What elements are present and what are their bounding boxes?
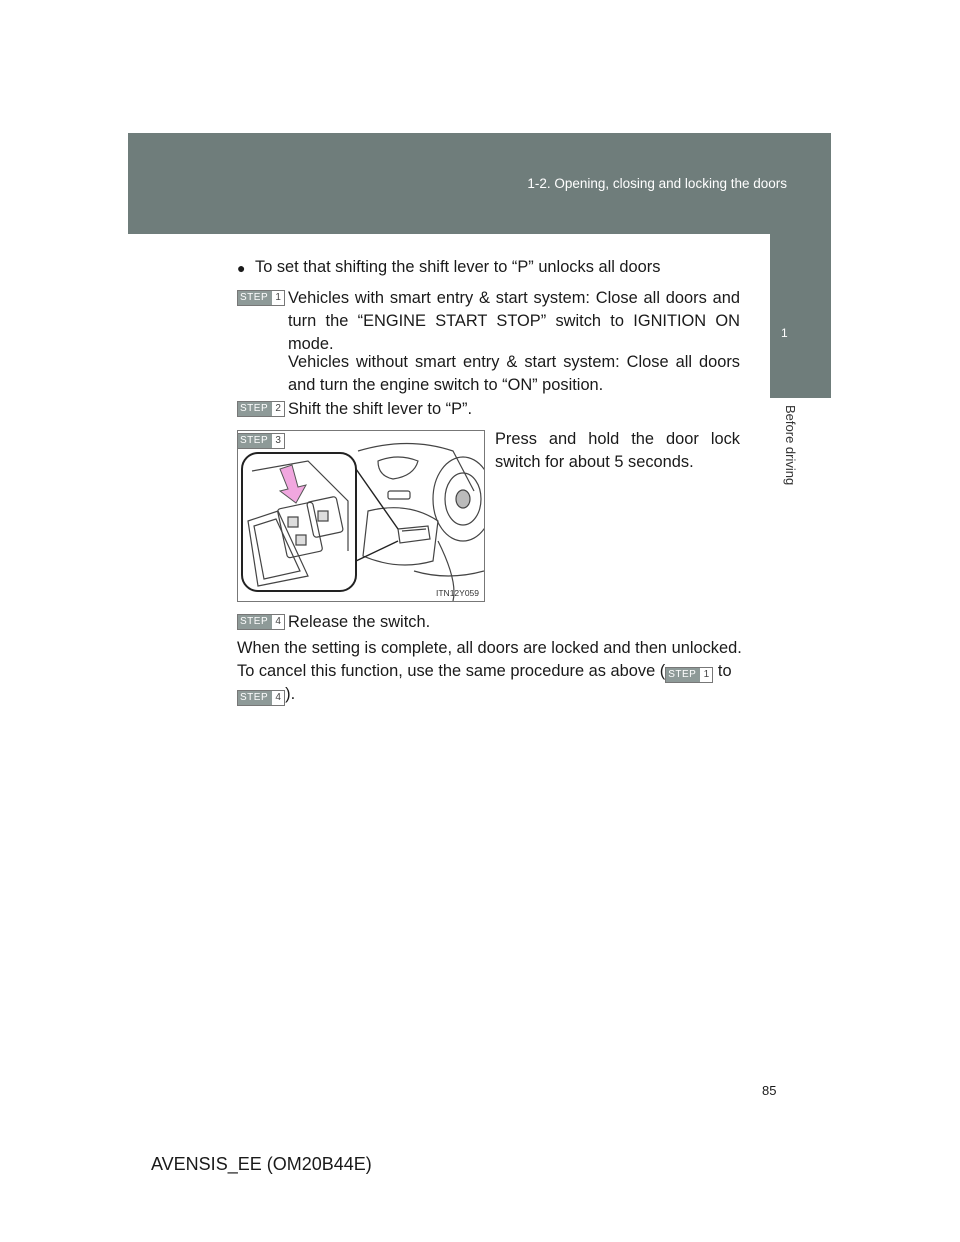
step-2-text: Shift the shift lever to “P”. [288, 400, 473, 418]
manual-footer: AVENSIS_EE (OM20B44E) [151, 1154, 372, 1174]
cancel-instruction-end [237, 683, 295, 706]
step-word: STEP [240, 616, 269, 627]
step-word: STEP [240, 435, 269, 446]
step-1-text: Vehicles with smart entry & start system: Close all doors and turn the “ENGINE START STOP” switch to IGNITION ON mode. [288, 289, 740, 353]
bullet-icon: ● [237, 260, 246, 276]
step-number: 2 [272, 402, 284, 416]
cancel-text-post: ). [285, 685, 296, 703]
chapter-number: 1 [781, 326, 788, 340]
step-4-ref [237, 690, 285, 706]
step-word: STEP [668, 669, 697, 680]
figure-code: ITN12Y059 [436, 588, 479, 598]
cancel-text-pre: To cancel this function, use the same procedure as above ( [237, 662, 666, 680]
step-word: STEP [240, 692, 269, 703]
step-1-badge [237, 290, 285, 306]
chapter-header [128, 133, 831, 234]
step-2-badge [237, 401, 285, 417]
door-lock-switch-illustration [237, 430, 485, 602]
page-number: 85 [762, 1083, 777, 1098]
step-4-badge [237, 614, 285, 630]
step-number: 4 [272, 615, 284, 629]
step-number: 4 [272, 691, 284, 705]
cancel-text-mid: to [713, 662, 732, 680]
chapter-label: Before driving [783, 405, 798, 486]
chapter-tab [770, 234, 831, 398]
step-number: 1 [272, 291, 284, 305]
step-number: 1 [700, 668, 712, 682]
step-1-ref [665, 667, 713, 683]
bullet-text: To set that shifting the shift lever to “P” unlocks all doors [255, 258, 661, 276]
step-4-text: Release the switch. [288, 613, 431, 631]
step-word: STEP [240, 403, 269, 414]
section-title: 1-2. Opening, closing and locking the doors [527, 176, 787, 191]
step-number: 3 [272, 434, 284, 448]
step-1-text-alt: Vehicles without smart entry & start system: Close all doors and turn the engine switch to “ON” position. [288, 353, 740, 394]
setting-complete-text: When the setting is complete, all doors are locked and then unlocked. [237, 639, 742, 657]
door-lock-switch-drawing [238, 431, 484, 601]
cancel-instruction [237, 660, 740, 683]
step-3-text: Press and hold the door lock switch for about 5 seconds. [495, 430, 740, 471]
step-word: STEP [240, 292, 269, 303]
step-3-badge [237, 433, 285, 449]
